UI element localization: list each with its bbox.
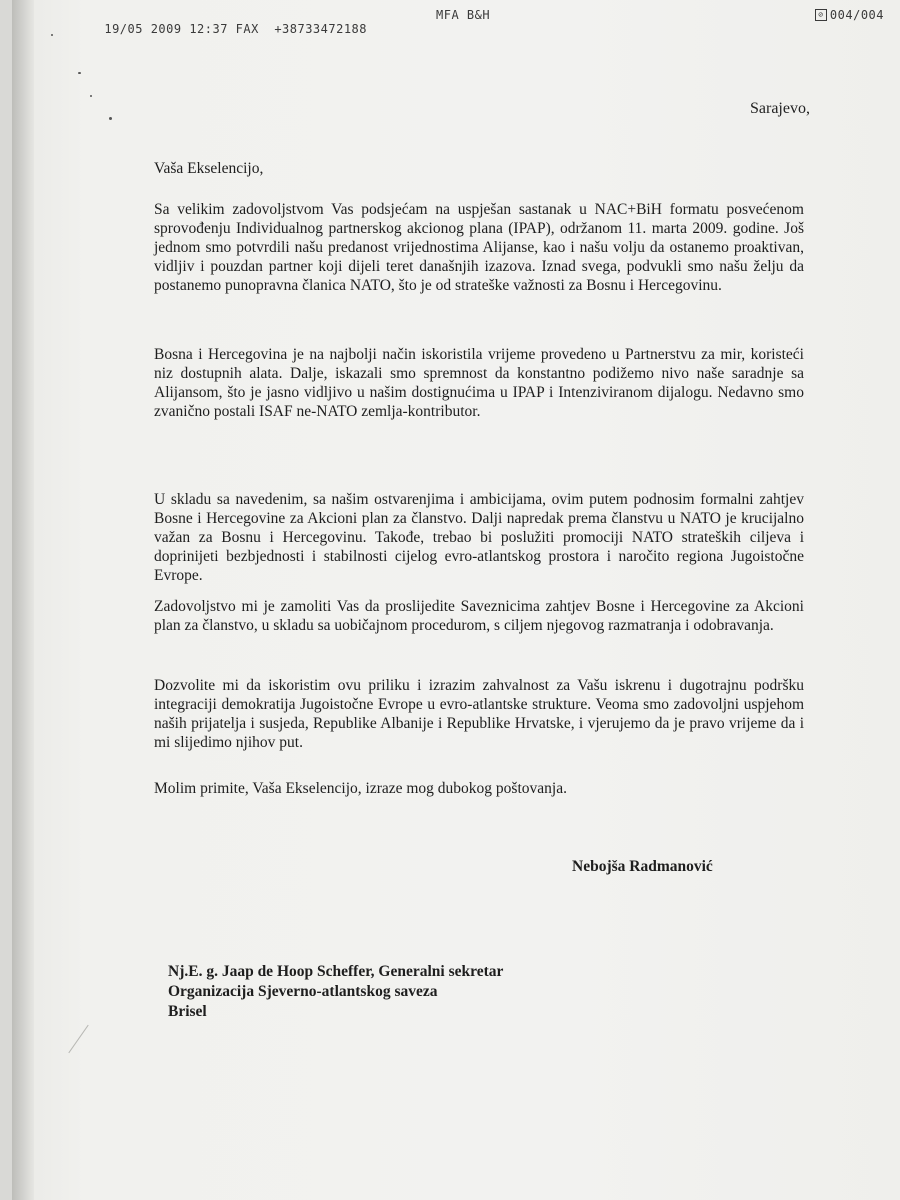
recipient-block [168,962,503,1022]
fax-header [58,8,898,36]
fax-page [12,0,900,1200]
scan-mark [68,1025,88,1053]
recipient-line: Brisel [168,1003,207,1020]
letter-paragraph: Bosna i Hercegovina je na najbolji način iskoristila vrijeme provedeno u Partnerstvu za mir, koristeći niz dostupnih alata. Dalje, iskazali smo spremnost da konstantno podižemo nivo naše saradnje sa Alijansom, što je jasno vidljivo u našim dostignućima u IPAP i Intenziviranom dijalogu. Nedavno smo zvanično postali ISAF ne-NATO zemlja-kontributor. [154,346,804,420]
signature-name: Nebojša Radmanović [572,858,713,875]
fax-page-icon: ⊘ [815,9,827,21]
closing-line: Molim primite, Vaša Ekselencijo, izraze mog dubokog poštovanja. [154,780,567,797]
fax-sender: MFA B&H [436,8,491,22]
fax-phone: +38733472188 [274,22,368,36]
scan-speck [109,117,112,120]
letter-paragraph: Zadovoljstvo mi je zamoliti Vas da proslijedite Saveznicima zahtjev Bosne i Hercegovine za Akcioni plan za članstvo, u skladu sa uobičajnom procedurom, s ciljem njegovog razmatranja i odobravanja. [154,598,804,634]
scan-speck [90,95,92,97]
salutation: Vaša Ekselencijo, [154,160,264,177]
letter-place: Sarajevo, [750,100,810,117]
fax-page-count [815,8,884,22]
recipient-line: Organizacija Sjeverno-atlantskog saveza [168,983,438,1000]
fax-date-time-text: 19/05 2009 12:37 FAX [104,22,259,36]
recipient-line: Nj.E. g. Jaap de Hoop Scheffer, Generalni sekretar [168,963,504,980]
scan-speck [51,34,53,36]
scan-speck [78,72,81,74]
letter-paragraph: Dozvolite mi da iskoristim ovu priliku i izrazim zahvalnost za Vašu iskrenu i dugotrajnu podršku integraciji demokratija Jugoistočne Evrope u evro-atlantske strukture. Veoma smo zadovoljni uspjehom naših prijatelja i susjeda, Republike Albanije i Republike Hrvatske, i vjerujemo da je pravo vrijeme da i mi slijedimo njihov put. [154,677,804,751]
fax-date-time [58,8,367,50]
fax-page-count-text: 004/004 [829,8,884,22]
letter-paragraph: U skladu sa navedenim, sa našim ostvarenjima i ambicijama, ovim putem podnosim formalni zahtjev Bosne i Hercegovine za Akcioni plan za članstvo. Dalji napredak prema članstvu u NATO je krucijalno važan za Bosnu i Hercegovinu. Takođe, trebao bi poslužiti promociji NATO strateških ciljeva i doprinijeti bezbjednosti i stabilnosti cijelog evro-atlantskog prostora i naročito regiona Jugoistočne Evrope. [154,491,804,584]
page-edge-shadow [12,0,34,1200]
letter-paragraph: Sa velikim zadovoljstvom Vas podsjećam na uspješan sastanak u NAC+BiH formatu posvećenom sprovođenju Individualnog partnerskog akcionog plana (IPAP), održanom 11. marta 2009. godine. Još jednom smo potvrdili našu predanost vrijednostima Alijanse, kao i našu volju da ostanemo proaktivan, vidljiv i pouzdan partner koji dijeli teret današnjih izazova. Iznad svega, podvukli smo našu želju da postanemo punopravna članica NATO, što je od strateške važnosti za Bosnu i Hercegovinu. [154,201,804,294]
